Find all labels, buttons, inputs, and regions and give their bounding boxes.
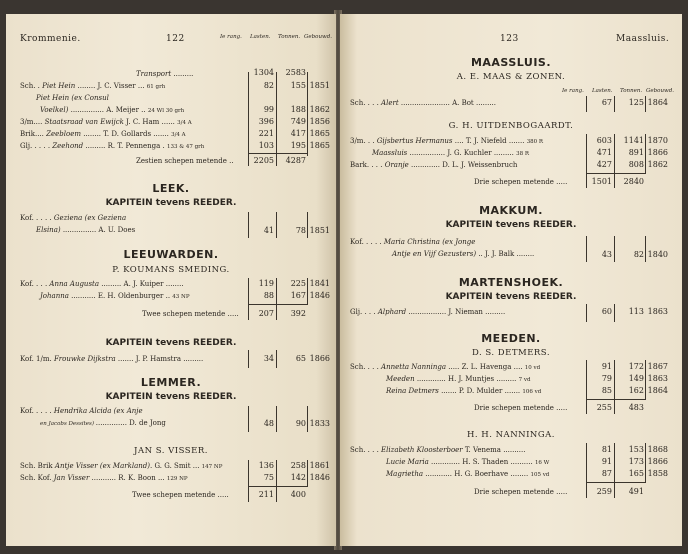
left-page xyxy=(6,14,336,546)
owner-name: D. S. DETMERS. xyxy=(471,348,551,358)
table-row: Glj. . . . Alphard ................. J. Nieman ......... xyxy=(350,308,506,316)
cell-built: 1867 xyxy=(647,362,668,371)
table-row: en Jacobs Dessites) .............. D. de Jong xyxy=(40,419,166,427)
cell-lasten: 91 xyxy=(601,362,612,371)
col-header-tonnen: Tonnen. xyxy=(278,34,301,40)
cell-tonnen: 153 xyxy=(628,445,644,454)
running-head: Krommenie. xyxy=(20,34,81,44)
column-rule xyxy=(276,212,277,238)
cell-tonnen: 1141 xyxy=(623,136,644,145)
col-header-tonnen: Tonnen. xyxy=(620,88,643,94)
cell-lasten: 41 xyxy=(263,226,274,235)
divider xyxy=(586,173,646,174)
cell-lasten: 67 xyxy=(601,98,612,107)
cell-tonnen: 125 xyxy=(628,98,644,107)
cell-built: 1851 xyxy=(309,226,330,235)
cell-lasten: 79 xyxy=(601,374,612,383)
total-tonnen: 2840 xyxy=(623,177,644,186)
section-subtitle: KAPITEIN tevens REEDER. xyxy=(105,198,237,208)
cell-built: 1840 xyxy=(647,250,668,259)
cell-built: 1846 xyxy=(309,291,330,300)
cell-lasten: 85 xyxy=(601,386,612,395)
cell-tonnen: 82 xyxy=(633,250,644,259)
table-row: Kof. . . . . Geziena (ex Geziena xyxy=(20,214,127,222)
cell-tonnen: 808 xyxy=(628,160,644,169)
total-lasten: 211 xyxy=(258,490,274,499)
cell-lasten: 396 xyxy=(258,117,274,126)
cell-tonnen: 155 xyxy=(290,81,306,90)
column-rule xyxy=(614,443,615,498)
cell-built: 1861 xyxy=(309,461,330,470)
cell-lasten: 603 xyxy=(596,136,612,145)
column-rule xyxy=(307,460,308,486)
section-subtitle: KAPITEIN tevens REEDER. xyxy=(105,392,237,402)
total-label: Zestien schepen metende .. xyxy=(136,157,234,165)
col-header-lasten: Lasten. xyxy=(592,88,613,94)
cell-built: 1862 xyxy=(309,105,330,114)
divider xyxy=(248,486,308,487)
section-title-martenshoek: MARTENSHOEK. xyxy=(458,276,564,289)
total-tonnen: 491 xyxy=(628,487,644,496)
col-header-lasten: Lasten. xyxy=(250,34,271,40)
column-rule xyxy=(645,236,646,262)
table-row: 3/m. . . Gijsbertus Hermanus .... T. J. Niefeld ....... 380 R xyxy=(350,137,544,145)
total-tonnen: 400 xyxy=(290,490,306,499)
cell-tonnen: 172 xyxy=(628,362,644,371)
cell-built: 1856 xyxy=(309,117,330,126)
cell-built: 1866 xyxy=(647,457,668,466)
transport-label: Transport ......... xyxy=(136,70,194,78)
column-rule xyxy=(248,278,249,320)
total-tonnen: 4287 xyxy=(285,156,306,165)
table-row: Sch. . . . Annetta Nanninga ..... Z. L. Havenga .... 10 vd xyxy=(350,363,541,371)
table-row: Lucie Maria ............. H. S. Thaden .......... 16 W xyxy=(386,458,550,466)
column-rule xyxy=(586,443,587,498)
total-lasten: 1501 xyxy=(591,177,612,186)
section-subtitle: KAPITEIN tevens REEDER. xyxy=(105,338,237,348)
section-title-meeden: MEEDEN. xyxy=(481,332,541,345)
cell-built: 1846 xyxy=(309,473,330,482)
table-row: Glj. . . . . Zeehond ......... R. T. Pennenga . 133 & 47 grh xyxy=(20,142,205,150)
cell-lasten: 99 xyxy=(263,105,274,114)
cell-tonnen: 65 xyxy=(295,354,306,363)
table-row: Kof. 1/m. Frouwke Dijkstra ....... J. P. Hamstra ......... xyxy=(20,355,204,363)
cell-lasten: 75 xyxy=(263,473,274,482)
cell-built: 1868 xyxy=(647,445,668,454)
table-row: Sch. Brik Antje Visser (ex Markland). G. G. Smit ... 147 NP xyxy=(20,462,223,470)
cell-built: 1864 xyxy=(647,98,668,107)
table-row: Kof. . . . . Maria Christina (ex Jonge xyxy=(350,238,476,246)
column-rule xyxy=(276,350,277,368)
section-title-makkum: MAKKUM. xyxy=(479,204,543,217)
cell-built: 1865 xyxy=(309,141,330,150)
cell-tonnen: 225 xyxy=(290,279,306,288)
table-row: Bark. . . . Oranje ............. D. L. J. Weissenbruch xyxy=(350,161,518,169)
section-title-maassluis: MAASSLUIS. xyxy=(470,56,552,69)
table-row: Sch. Kof. Jan Visser ........... R. K. Boon ... 129 NP xyxy=(20,474,188,482)
table-row: Brik.... Zeebloem ........ T. D. Gollards ....... 3/4 A xyxy=(20,130,186,138)
page-number: 122 xyxy=(166,34,185,44)
cell-lasten: 221 xyxy=(258,129,274,138)
cell-lasten: 60 xyxy=(601,307,612,316)
column-rule xyxy=(586,236,587,262)
column-rule xyxy=(276,460,277,502)
total-label: Twee schepen metende ..... xyxy=(132,491,229,499)
table-row: Kof. . . . Anna Augusta ......... A. J. Kuiper ........ xyxy=(20,280,184,288)
col-header-built: Gebouwd. xyxy=(304,34,332,40)
cell-tonnen: 891 xyxy=(628,148,644,157)
column-rule xyxy=(586,96,587,112)
cell-lasten: 103 xyxy=(258,141,274,150)
column-rule xyxy=(645,134,646,173)
running-head: Maassluis. xyxy=(616,34,670,44)
cell-lasten: 91 xyxy=(601,457,612,466)
total-lasten: 255 xyxy=(596,403,612,412)
total-label: Twee schepen metende ..... xyxy=(142,310,239,318)
cell-lasten: 34 xyxy=(263,354,274,363)
table-row: Antje en Vijf Gezusters) .. J. J. Balk ........ xyxy=(392,250,535,258)
total-lasten: 259 xyxy=(596,487,612,496)
cell-lasten: 43 xyxy=(601,250,612,259)
section-subtitle: KAPITEIN tevens REEDER. xyxy=(445,292,577,302)
divider xyxy=(586,482,646,483)
col-header-rank: Ie rang. xyxy=(562,88,584,94)
cell-built: 1866 xyxy=(309,354,330,363)
total-label: Drie schepen metende ..... xyxy=(474,488,568,496)
total-lasten: 2205 xyxy=(253,156,274,165)
cell-built: 1870 xyxy=(647,136,668,145)
table-row: 3/m.... Staatsraad van Ewijck J. C. Ham ...... 3/4 A xyxy=(20,118,192,126)
page-number: 123 xyxy=(500,34,519,44)
column-rule xyxy=(307,278,308,304)
cell-tonnen: 78 xyxy=(295,226,306,235)
section-title-lemmer: LEMMER. xyxy=(140,376,202,389)
column-rule xyxy=(614,360,615,414)
column-rule xyxy=(276,72,277,166)
section-subtitle: KAPITEIN tevens REEDER. xyxy=(445,220,577,230)
cell-tonnen: 258 xyxy=(290,461,306,470)
table-row: Johanna ........... E. H. Oldenburger .. 43 NP xyxy=(40,292,190,300)
column-rule xyxy=(276,278,277,320)
cell-lasten: 81 xyxy=(601,445,612,454)
cell-tonnen: 165 xyxy=(628,469,644,478)
owner-name: P. KOUMANS SMEDING. xyxy=(112,265,230,275)
column-rule xyxy=(645,360,646,399)
cell-lasten: 88 xyxy=(263,291,274,300)
cell-tonnen: 749 xyxy=(290,117,306,126)
cell-built: 1866 xyxy=(647,148,668,157)
table-row: Kof. . . . . Hendrika Alcida (ex Anje xyxy=(20,407,143,415)
column-rule xyxy=(645,96,646,112)
cell-lasten: 119 xyxy=(258,279,274,288)
table-row: Meeden ............. H. J. Muntjes ......... 7 vd xyxy=(386,375,531,383)
cell-tonnen: 173 xyxy=(628,457,644,466)
column-rule xyxy=(248,406,249,432)
divider xyxy=(586,399,646,400)
column-rule xyxy=(614,96,615,112)
total-label: Drie schepen metende ..... xyxy=(474,404,568,412)
right-page xyxy=(340,14,682,546)
cell-lasten: 48 xyxy=(263,419,274,428)
total-tonnen: 392 xyxy=(290,309,306,318)
cell-lasten: 87 xyxy=(601,469,612,478)
cell-lasten: 136 xyxy=(258,461,274,470)
total-lasten: 207 xyxy=(258,309,274,318)
divider xyxy=(248,153,308,154)
column-rule xyxy=(614,304,615,322)
owner-name: H. H. NANNINGA. xyxy=(466,430,555,440)
cell-tonnen: 149 xyxy=(628,374,644,383)
column-rule xyxy=(307,72,308,156)
cell-tonnen: 90 xyxy=(295,419,306,428)
cell-built: 1863 xyxy=(647,307,668,316)
table-row: Sch. . . . Alert ...................... A. Bot ......... xyxy=(350,99,497,107)
cell-tonnen: 188 xyxy=(290,105,306,114)
column-rule xyxy=(614,236,615,262)
cell-lasten: 471 xyxy=(596,148,612,157)
owner-name: G. H. UITDENBOGAARDT. xyxy=(448,121,574,131)
cell-built: 1863 xyxy=(647,374,668,383)
cell-built: 1865 xyxy=(309,129,330,138)
cell-tonnen: 162 xyxy=(628,386,644,395)
column-rule xyxy=(307,406,308,432)
column-rule xyxy=(248,212,249,238)
total-label: Drie schepen metende ..... xyxy=(474,178,568,186)
table-row: Piet Hein (ex Consul xyxy=(36,94,109,102)
col-header-rank: Ie rang. xyxy=(220,34,242,40)
column-rule xyxy=(248,72,249,166)
cell-built: 1862 xyxy=(647,160,668,169)
cell-tonnen: 167 xyxy=(290,291,306,300)
table-row: Sch. . . . Elizabeth Kloosterboer T. Venema .......... xyxy=(350,446,526,454)
table-row: Magrietha ............ H. G. Boerhave ........ 105 vd xyxy=(386,470,550,478)
cell-built: 1833 xyxy=(309,419,330,428)
table-row: Sch. . Piet Hein ........ J. C. Visser ... 61 grh xyxy=(20,82,166,90)
column-rule xyxy=(586,134,587,188)
divider xyxy=(248,304,308,305)
total-tonnen: 483 xyxy=(628,403,644,412)
column-rule xyxy=(586,304,587,322)
transport-tonnen: 2583 xyxy=(285,68,306,77)
table-row: Maassluis ................ J. G. Kuchler ......... 38 R xyxy=(372,149,529,157)
transport-lasten: 1304 xyxy=(253,68,274,77)
cell-built: 1858 xyxy=(647,469,668,478)
section-title-leeuwarden: LEEUWARDEN. xyxy=(123,248,219,261)
column-rule xyxy=(248,460,249,502)
cell-tonnen: 417 xyxy=(290,129,306,138)
owner-name: A. E. MAAS & ZONEN. xyxy=(456,72,566,82)
cell-built: 1851 xyxy=(309,81,330,90)
column-rule xyxy=(248,350,249,368)
cell-tonnen: 113 xyxy=(628,307,644,316)
owner-name: JAN S. VISSER. xyxy=(134,446,208,456)
column-rule xyxy=(307,212,308,238)
column-rule xyxy=(276,406,277,432)
section-title-leek: LEEK. xyxy=(152,182,190,195)
column-rule xyxy=(586,360,587,414)
table-row: Voelkel) ............... A. Meijer .. 24 Wl 30 grh xyxy=(40,106,185,114)
table-row: Reina Detmers ....... P. D. Mulder ....... 106 vd xyxy=(386,387,542,395)
column-rule xyxy=(645,443,646,482)
col-header-built: Gebouwd. xyxy=(646,88,674,94)
cell-built: 1864 xyxy=(647,386,668,395)
table-row: Elsina) ............... A. U. Does xyxy=(36,226,136,234)
cell-tonnen: 142 xyxy=(290,473,306,482)
cell-lasten: 82 xyxy=(263,81,274,90)
cell-lasten: 427 xyxy=(596,160,612,169)
column-rule xyxy=(614,134,615,188)
cell-built: 1841 xyxy=(309,279,330,288)
cell-tonnen: 195 xyxy=(290,141,306,150)
